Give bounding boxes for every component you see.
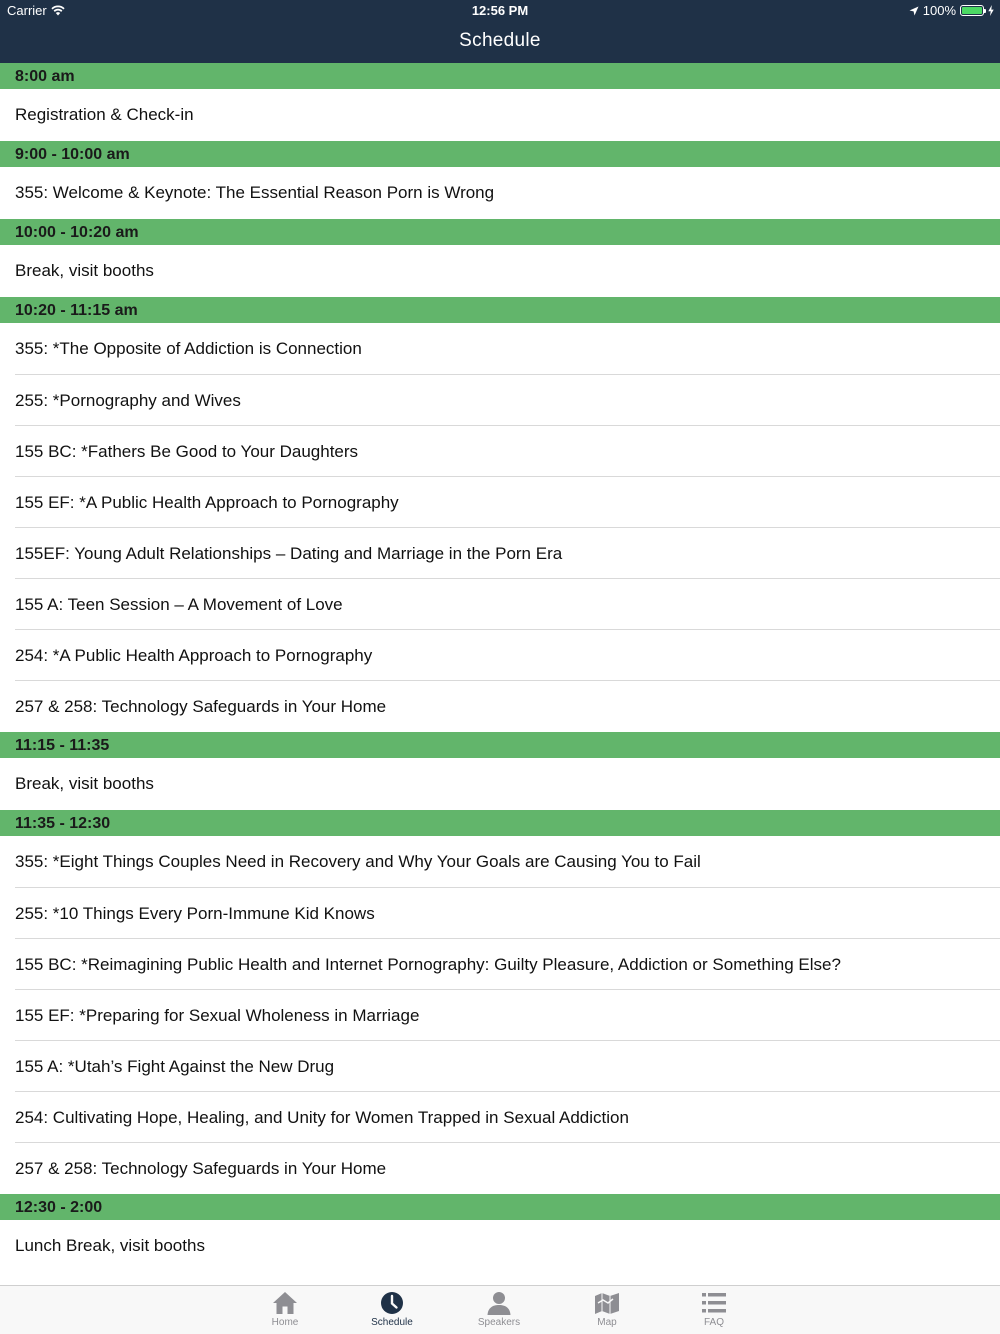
navigation-bar	[0, 0, 1000, 63]
session-row[interactable]: 255: *10 Things Every Porn-Immune Kid Knows	[0, 888, 1000, 939]
session-row[interactable]: 155EF: Young Adult Relationships – Dating and Marriage in the Porn Era	[0, 528, 1000, 579]
time-slot-header: 8:00 am	[0, 63, 1000, 89]
tab-speakers-label: Speakers	[477, 1317, 521, 1328]
session-row[interactable]: 155 A: Teen Session – A Movement of Love	[0, 579, 1000, 630]
list-icon	[701, 1291, 727, 1315]
session-row[interactable]: Registration & Check-in	[15, 105, 194, 124]
schedule-list[interactable]	[0, 63, 1000, 1285]
session-row[interactable]: 254: Cultivating Hope, Healing, and Unity for Women Trapped in Sexual Addiction	[0, 1092, 1000, 1143]
map-icon	[594, 1291, 620, 1315]
session-row[interactable]: Break, visit booths	[15, 261, 154, 280]
session-row[interactable]: 155 BC: *Reimagining Public Health and Internet Pornography: Guilty Pleasure, Addiction or Something Else?	[0, 939, 1000, 990]
charging-bolt-icon	[988, 5, 994, 16]
session-row[interactable]: 257 & 258: Technology Safeguards in Your Home	[15, 1159, 387, 1178]
session-row[interactable]: Break, visit booths	[15, 774, 154, 793]
tab-bar	[0, 1285, 1000, 1334]
person-icon	[486, 1291, 512, 1315]
home-icon	[272, 1291, 298, 1315]
time-slot-header: 11:35 - 12:30	[0, 810, 1000, 836]
tab-speakers[interactable]	[454, 1286, 544, 1334]
battery-icon	[960, 5, 984, 16]
time-slot-header: 11:15 - 11:35	[0, 732, 1000, 758]
session-row[interactable]: 155 EF: *A Public Health Approach to Pornography	[0, 477, 1000, 528]
battery-percent: 100%	[922, 3, 956, 18]
session-row[interactable]: 254: *A Public Health Approach to Pornography	[0, 630, 1000, 681]
clock-icon	[379, 1291, 405, 1315]
time-slot-header: 10:00 - 10:20 am	[0, 219, 1000, 245]
page-title: Schedule	[459, 30, 541, 51]
session-row[interactable]: 355: *Eight Things Couples Need in Recovery and Why Your Goals are Causing You to Fail	[0, 836, 1000, 888]
time-slot-header: 10:20 - 11:15 am	[0, 297, 1000, 323]
time-slot-header: 12:30 - 2:00	[0, 1194, 1000, 1220]
battery-level	[962, 7, 982, 14]
tab-faq[interactable]	[669, 1286, 759, 1334]
tab-map-label: Map	[597, 1317, 617, 1328]
tab-home-label: Home	[271, 1317, 299, 1328]
status-right	[909, 3, 994, 18]
tab-home[interactable]	[240, 1286, 330, 1334]
time-slot-header: 9:00 - 10:00 am	[0, 141, 1000, 167]
session-row[interactable]: 355: *The Opposite of Addiction is Connection	[0, 323, 1000, 375]
tab-faq-label: FAQ	[703, 1317, 724, 1328]
tab-map[interactable]	[562, 1286, 652, 1334]
tab-schedule-label: Schedule	[371, 1317, 413, 1328]
status-time: 12:56 PM	[471, 3, 529, 18]
session-row[interactable]: 155 EF: *Preparing for Sexual Wholeness in Marriage	[0, 990, 1000, 1041]
session-row[interactable]: Lunch Break, visit booths	[15, 1236, 205, 1255]
location-arrow-icon	[909, 6, 919, 16]
session-row[interactable]: 355: Welcome & Keynote: The Essential Reason Porn is Wrong	[15, 183, 495, 202]
carrier-label: Carrier	[7, 3, 47, 18]
session-row[interactable]: 257 & 258: Technology Safeguards in Your Home	[15, 697, 387, 716]
session-row[interactable]: 255: *Pornography and Wives	[0, 375, 1000, 426]
session-row[interactable]: 155 BC: *Fathers Be Good to Your Daughters	[0, 426, 1000, 477]
session-row[interactable]: 155 A: *Utah’s Fight Against the New Drug	[0, 1041, 1000, 1092]
tab-schedule[interactable]	[347, 1286, 437, 1334]
